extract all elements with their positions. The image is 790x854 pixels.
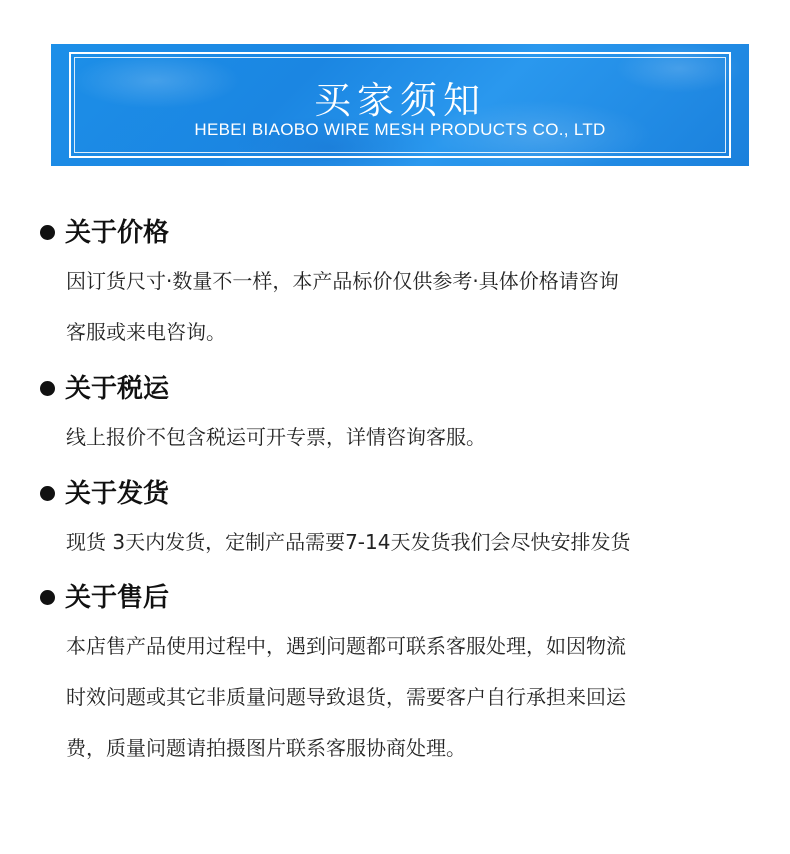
bullet-icon xyxy=(40,225,55,240)
heading-delivery: 关于发货 xyxy=(65,479,170,509)
section-tax-shipping xyxy=(40,372,760,463)
section-delivery xyxy=(40,477,760,568)
section-body xyxy=(66,621,760,774)
section-body xyxy=(66,517,760,568)
section-heading xyxy=(40,477,760,511)
body-line: 因订货尺寸·数量不一样，本产品标价仅供参考·具体价格请咨询 xyxy=(66,269,619,293)
bullet-icon xyxy=(40,381,55,396)
section-heading xyxy=(40,216,760,250)
body-line: 线上报价不包含税运可开专票，详情咨询客服。 xyxy=(66,425,486,449)
bullet-icon xyxy=(40,486,55,501)
section-heading xyxy=(40,372,760,406)
section-price xyxy=(40,216,760,358)
banner-title: 买家须知 xyxy=(314,79,486,122)
bullet-icon xyxy=(40,590,55,605)
section-body xyxy=(66,256,760,358)
body-line: 本店售产品使用过程中，遇到问题都可联系客服处理，如因物流 xyxy=(66,634,626,658)
heading-after-sales: 关于售后 xyxy=(65,583,170,613)
heading-price: 关于价格 xyxy=(65,218,170,248)
section-body xyxy=(66,412,760,463)
body-line: 时效问题或其它非质量问题导致退货，需要客户自行承担来回运 xyxy=(66,685,626,709)
body-line: 费，质量问题请拍摄图片联系客服协商处理。 xyxy=(66,736,466,760)
heading-tax: 关于税运 xyxy=(65,374,170,404)
body-line: 客服或来电咨询。 xyxy=(66,320,226,344)
section-heading xyxy=(40,581,760,615)
company-name: HEBEI BIAOBO WIRE MESH PRODUCTS CO., LTD xyxy=(194,120,606,139)
header-banner xyxy=(51,44,749,166)
section-after-sales xyxy=(40,581,760,774)
body-line: 现货 3天内发货，定制产品需要7-14天发货我们会尽快安排发货 xyxy=(66,530,631,554)
